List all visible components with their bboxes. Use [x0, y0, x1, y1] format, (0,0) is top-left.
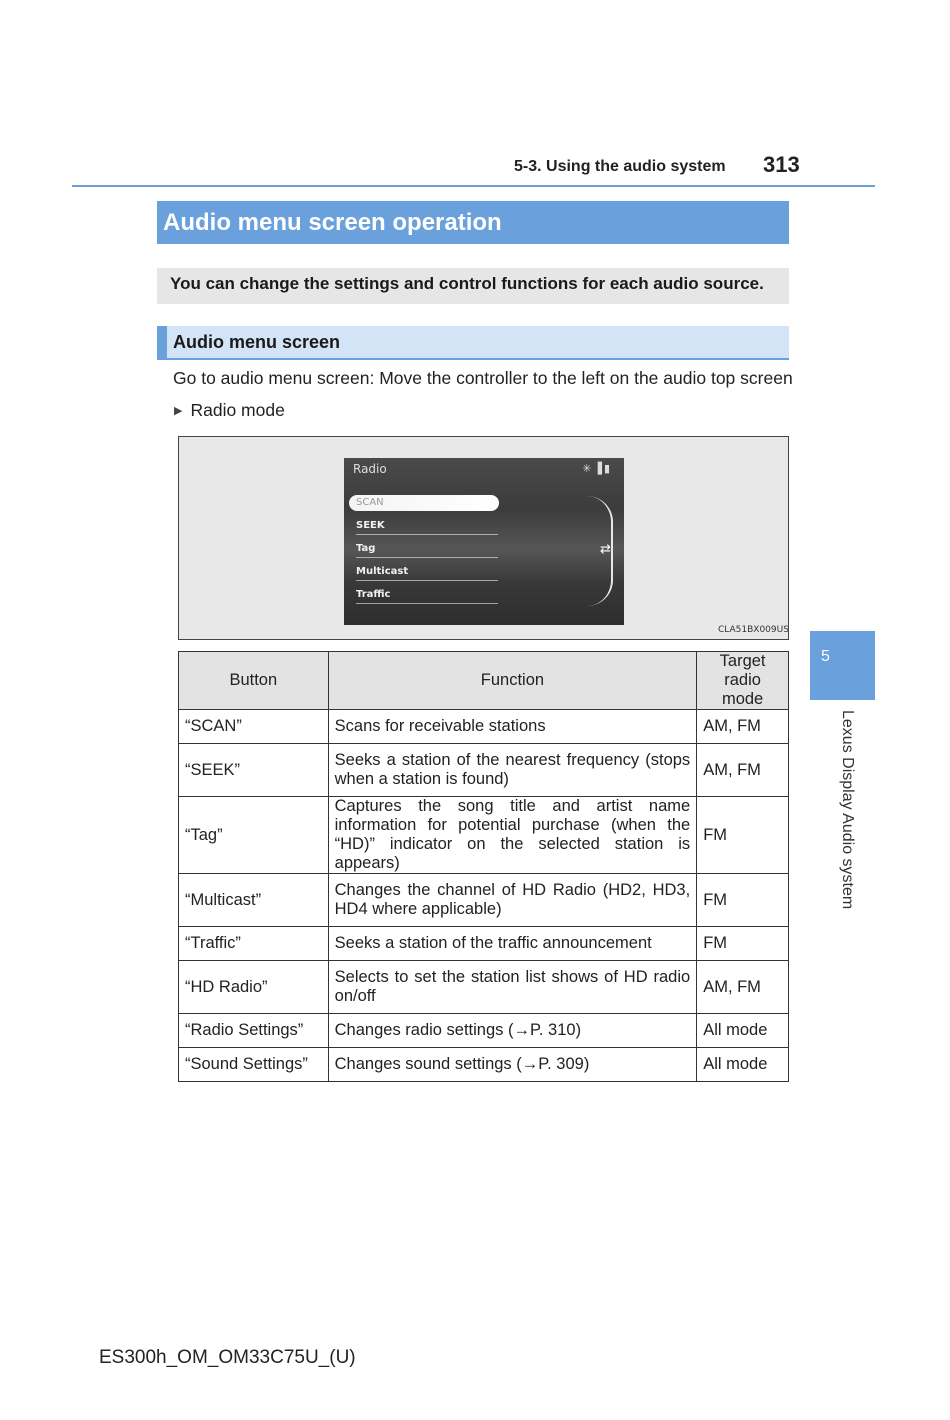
- cell-button: “SEEK”: [179, 744, 329, 797]
- battery-icon: ▮: [603, 462, 612, 475]
- table-row: [179, 710, 789, 744]
- chapter-number: 5: [821, 648, 830, 665]
- cell-function: Changes sound settings (→P. 309): [328, 1048, 697, 1082]
- chapter-tab: [810, 631, 875, 700]
- bullet-triangle-icon: ▶: [174, 405, 183, 417]
- intro-text: You can change the settings and control functions for each audio source.: [157, 268, 789, 304]
- cell-mode: All mode: [697, 1014, 789, 1048]
- table-header-row: [179, 652, 789, 710]
- table-row: [179, 797, 789, 874]
- cell-mode: FM: [697, 874, 789, 927]
- subsection-rule: [157, 358, 789, 360]
- function-table: [178, 651, 789, 1082]
- bluetooth-icon: ✳: [582, 462, 594, 475]
- cell-function: Changes the channel of HD Radio (HD2, HD3, HD4 where applicable): [328, 874, 697, 927]
- cell-button: “Multicast”: [179, 874, 329, 927]
- subsection-title: Audio menu screen: [157, 326, 789, 359]
- cell-button: “Traffic”: [179, 927, 329, 961]
- cell-mode: AM, FM: [697, 710, 789, 744]
- cell-button: “Tag”: [179, 797, 329, 874]
- menu-item-seek: SEEK: [356, 520, 498, 535]
- cell-function: Scans for receivable stations: [328, 710, 697, 744]
- cell-button: “Sound Settings”: [179, 1048, 329, 1082]
- menu-item-tag: Tag: [356, 543, 498, 558]
- cell-mode: FM: [697, 927, 789, 961]
- table-row: [179, 1014, 789, 1048]
- cell-function: Seeks a station of the traffic announcement: [328, 927, 697, 961]
- menu-item-traffic: Traffic: [356, 589, 498, 604]
- chapter-label: Lexus Display Audio system: [839, 710, 856, 910]
- cell-function: Captures the song title and artist name information for potential purchase (when the “HD)” indicator on the selected station is appears): [328, 797, 697, 874]
- table-row: [179, 744, 789, 797]
- header-rule: [72, 185, 875, 187]
- menu-item-scan: SCAN: [349, 495, 499, 511]
- cell-function: Seeks a station of the nearest frequency (stops when a station is found): [328, 744, 697, 797]
- header-target-mode: Target radio mode: [697, 652, 789, 710]
- document-code: ES300h_OM_OM33C75U_(U): [99, 1347, 356, 1368]
- mode-label-text: Radio mode: [190, 400, 285, 420]
- status-icons: [582, 462, 612, 475]
- instruction-text: Go to audio menu screen: Move the controller to the left on the audio top screen: [173, 368, 793, 388]
- cell-mode: FM: [697, 797, 789, 874]
- cell-button: “HD Radio”: [179, 961, 329, 1014]
- page-number: 313: [763, 152, 800, 177]
- table-row: [179, 961, 789, 1014]
- cell-function: Changes radio settings (→P. 310): [328, 1014, 697, 1048]
- cell-button: “SCAN”: [179, 710, 329, 744]
- cell-mode: AM, FM: [697, 961, 789, 1014]
- cell-button: “Radio Settings”: [179, 1014, 329, 1048]
- figure-caption: CLA51BX009US: [718, 625, 789, 635]
- table-row: [179, 874, 789, 927]
- header-function: Function: [328, 652, 697, 710]
- back-icon: ⇄: [600, 542, 611, 557]
- table-row: [179, 1048, 789, 1082]
- mode-label: [174, 400, 285, 421]
- section-reference: 5-3. Using the audio system: [514, 158, 726, 175]
- header-button: Button: [179, 652, 329, 710]
- cell-function: Selects to set the station list shows of HD radio on/off: [328, 961, 697, 1014]
- cell-mode: All mode: [697, 1048, 789, 1082]
- signal-icon: ▐: [593, 462, 604, 475]
- cell-mode: AM, FM: [697, 744, 789, 797]
- page-title: Audio menu screen operation: [157, 201, 789, 244]
- table-row: [179, 927, 789, 961]
- menu-item-multicast: Multicast: [356, 566, 498, 581]
- screen-title: Radio: [353, 462, 387, 476]
- radio-menu-screen: [344, 458, 624, 625]
